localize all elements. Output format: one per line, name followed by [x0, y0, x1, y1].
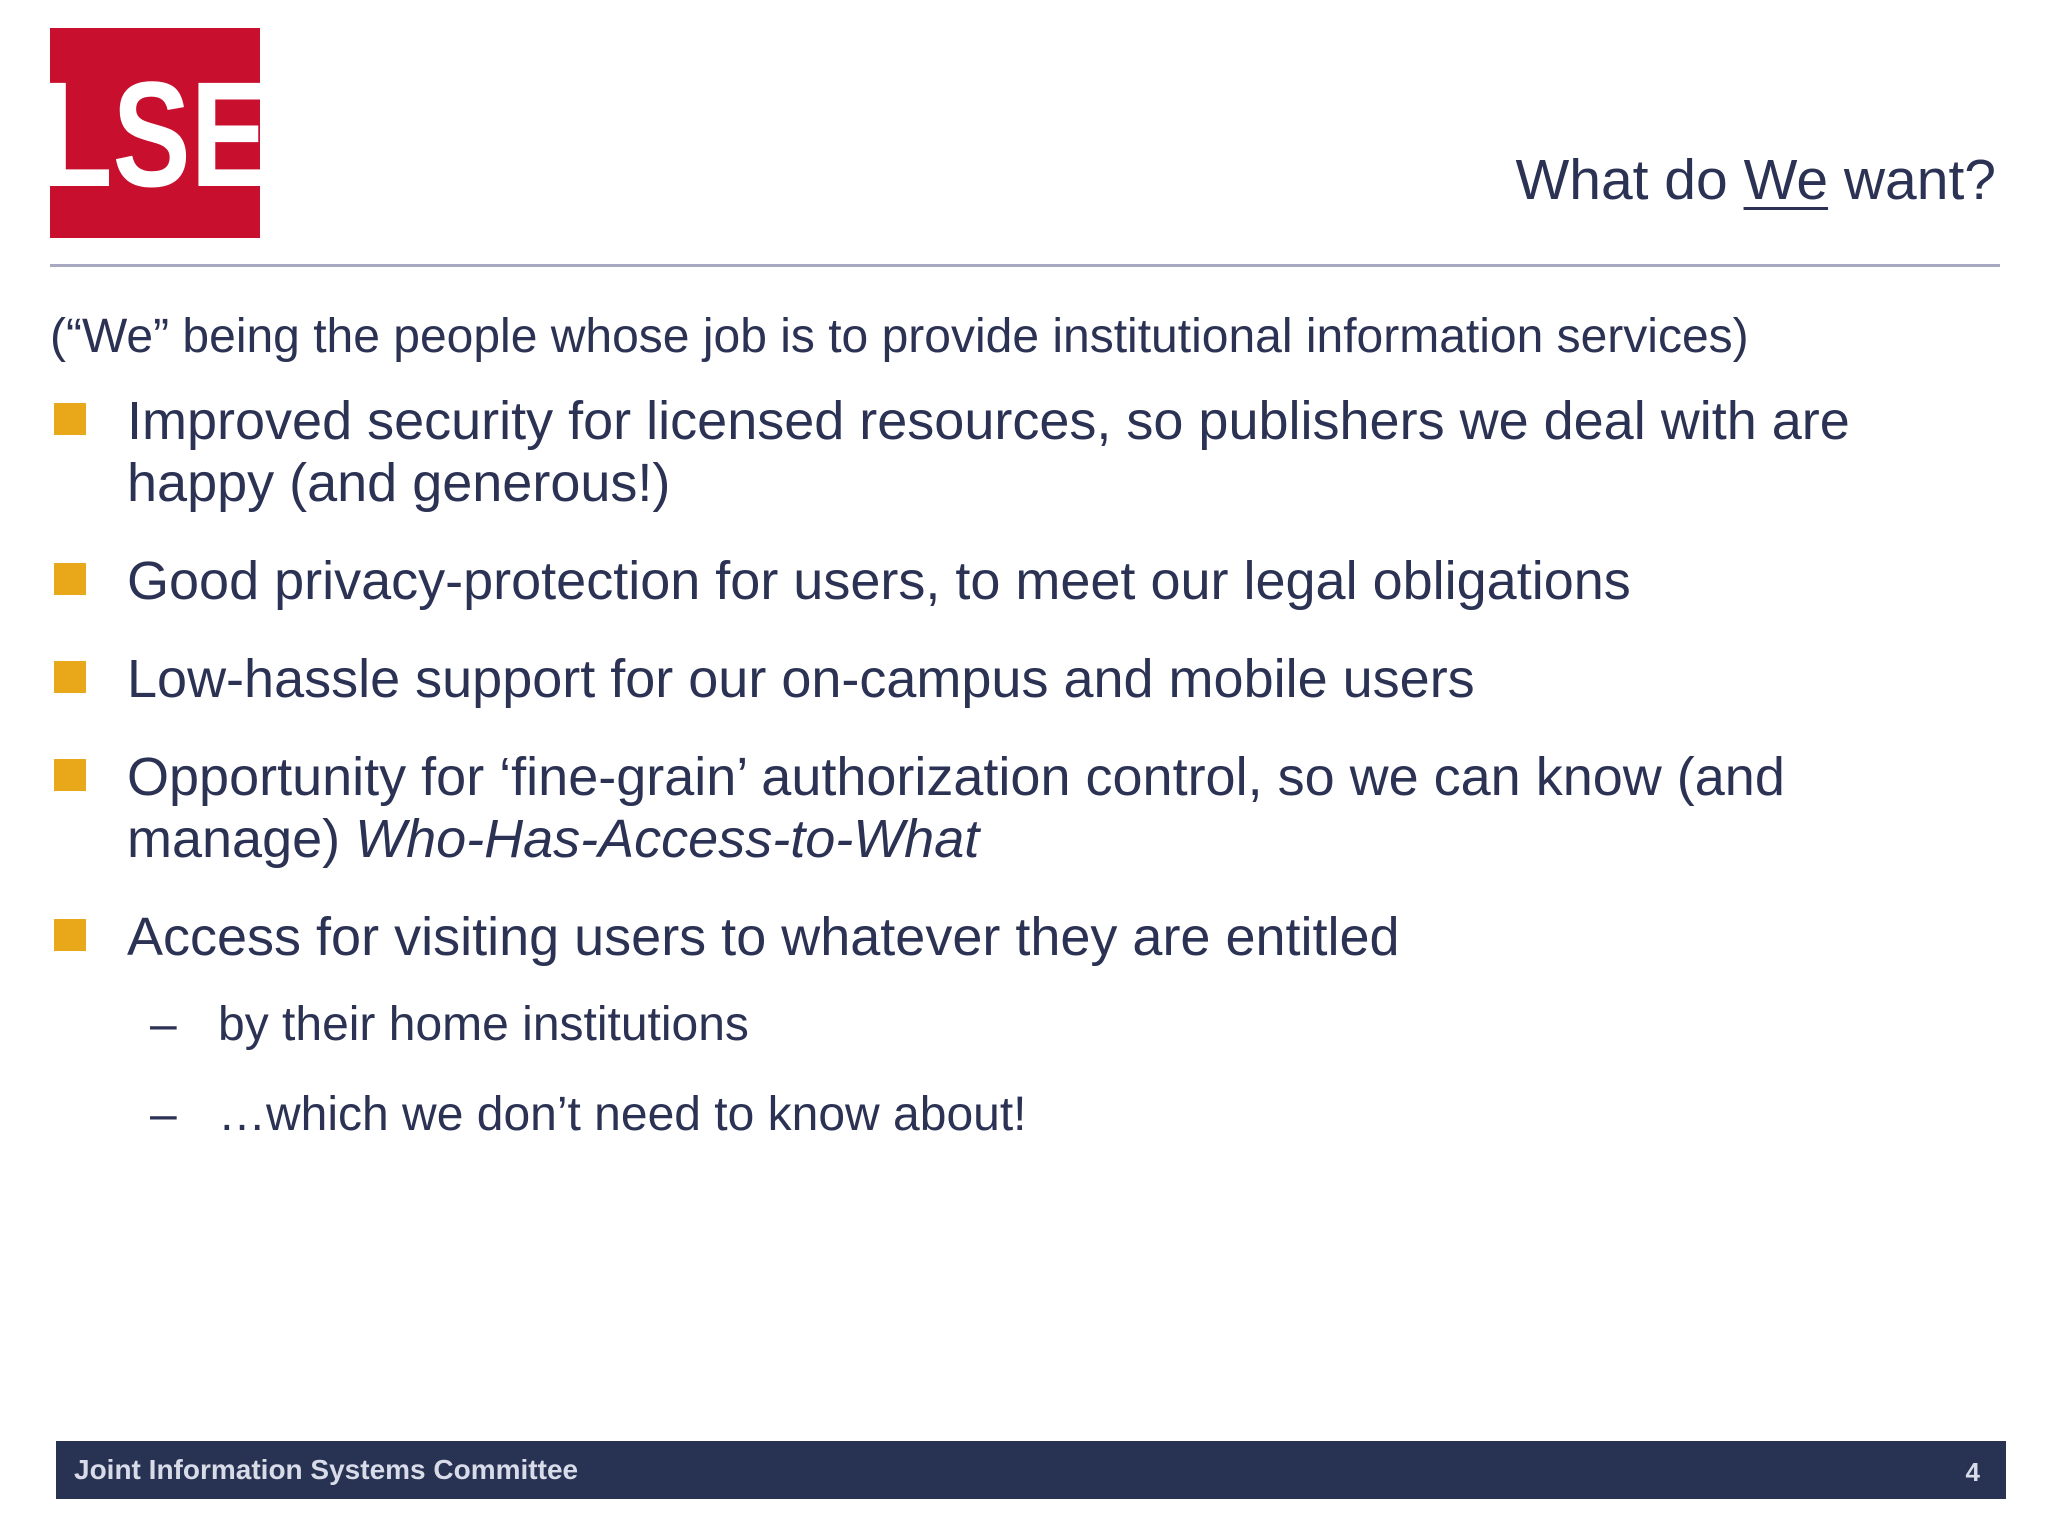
bullet-item	[50, 390, 2010, 514]
sub-bullet-text: by their home institutions	[218, 997, 749, 1051]
bullet-list	[50, 390, 2010, 1146]
square-bullet-icon	[54, 919, 86, 951]
sub-bullet-list	[50, 994, 2010, 1146]
logo-text: LSE	[41, 49, 269, 219]
slide-body	[50, 308, 2010, 1182]
bullet-italic-text: Who-Has-Access-to-What	[355, 808, 980, 869]
bullet-text: Good privacy-protection for users, to meet our legal obligations	[127, 550, 1631, 611]
sub-bullet-text: …which we don’t need to know about!	[218, 1087, 1027, 1141]
sub-bullet-item	[50, 994, 2010, 1056]
dash-bullet-icon: –	[150, 997, 177, 1051]
bullet-item	[50, 746, 2010, 870]
bullet-text: Access for visiting users to whatever they are entitled	[127, 906, 1400, 967]
slide-title	[1515, 148, 1996, 212]
dash-bullet-icon: –	[150, 1087, 177, 1141]
lse-logo	[41, 28, 269, 238]
title-before: What do	[1515, 148, 1744, 212]
sub-bullet-item	[50, 1084, 2010, 1146]
header-divider	[50, 264, 2000, 267]
square-bullet-icon	[54, 759, 86, 791]
lse-logo-lettering	[41, 49, 269, 219]
bullet-text: Low-hassle support for our on-campus and mobile users	[127, 648, 1475, 709]
bullet-item	[50, 550, 2010, 612]
bullet-text: Opportunity for ‘fine-grain’ authorization control, so we can know (and manage)	[127, 746, 1785, 869]
title-after: want?	[1828, 148, 1996, 212]
square-bullet-icon	[54, 563, 86, 595]
bullet-text: Improved security for licensed resources, so publishers we deal with are happy (and generous!)	[127, 390, 1850, 513]
footer-bar	[56, 1441, 2006, 1499]
intro-text: (“We” being the people whose job is to provide institutional information services)	[50, 310, 1749, 363]
square-bullet-icon	[54, 661, 86, 693]
page-number: 4	[1965, 1457, 1980, 1487]
square-bullet-icon	[54, 403, 86, 435]
title-underlined: We	[1743, 148, 1829, 212]
bullet-item	[50, 906, 2010, 1146]
bullet-item	[50, 648, 2010, 710]
footer-organization: Joint Information Systems Committee	[74, 1454, 579, 1485]
